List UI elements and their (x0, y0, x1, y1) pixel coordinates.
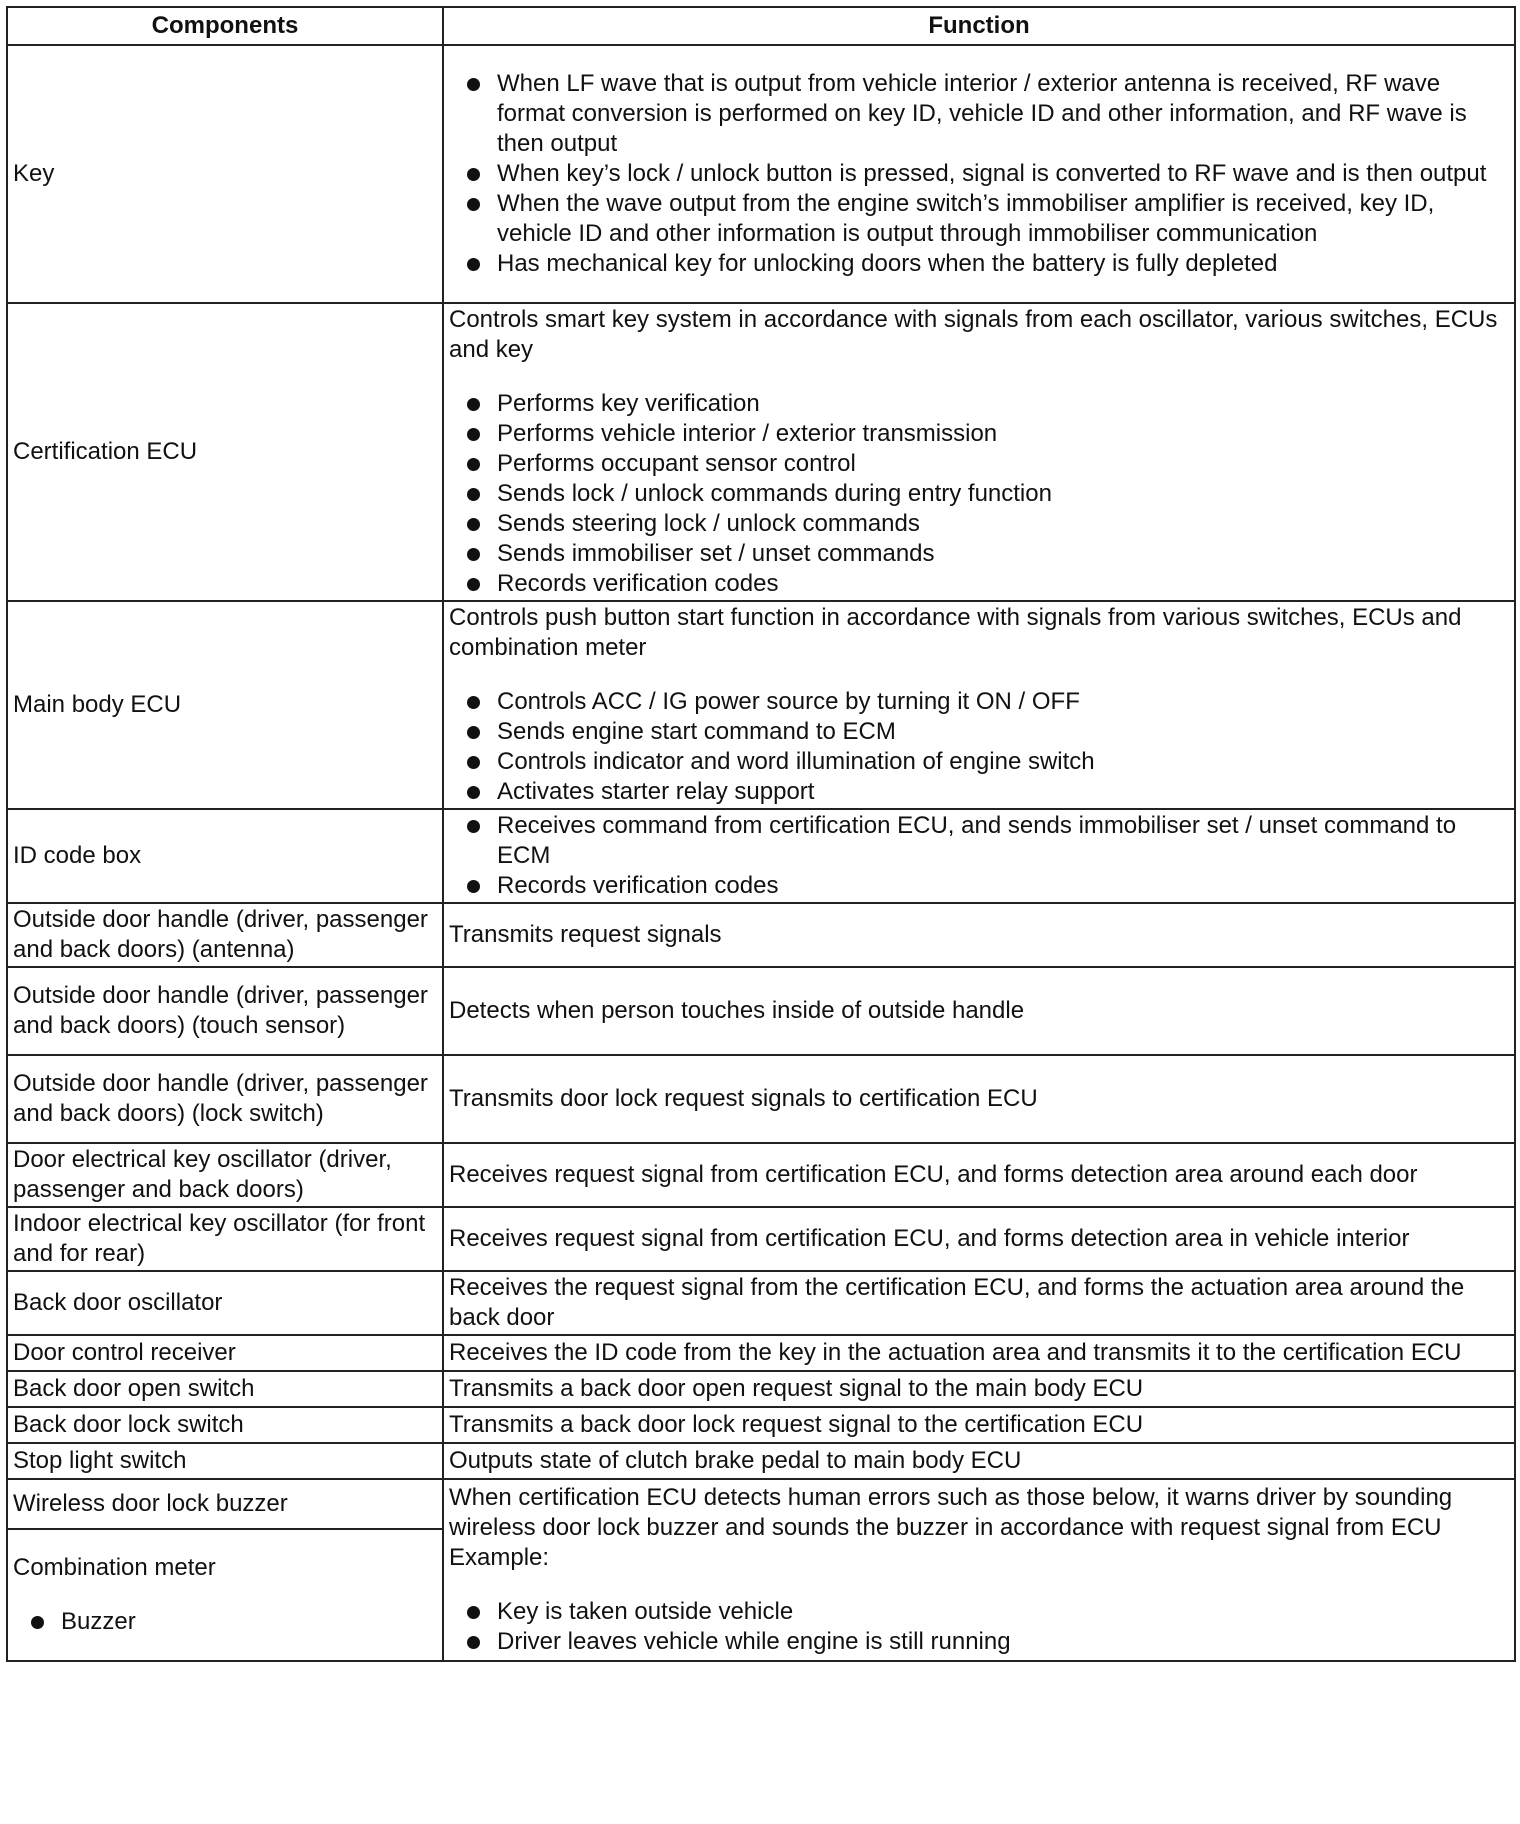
bullet-item: Records verification codes (449, 569, 1509, 599)
function-cell: Receives request signal from certification ECU, and forms detection area around each door (443, 1143, 1515, 1207)
bullet-list (449, 687, 1509, 807)
bullet-item: Sends steering lock / unlock commands (449, 509, 1509, 539)
component-cell: Outside door handle (driver, passenger and back doors) (lock switch) (7, 1055, 443, 1143)
header-function: Function (443, 7, 1515, 45)
bullet-item: Performs vehicle interior / exterior transmission (449, 419, 1509, 449)
component-cell: Back door open switch (7, 1371, 443, 1407)
component-cell: Outside door handle (driver, passenger and back doors) (antenna) (7, 903, 443, 967)
bullet-item: When key’s lock / unlock button is pressed, signal is converted to RF wave and is then output (449, 159, 1509, 189)
component-cell: Wireless door lock buzzer (7, 1479, 443, 1529)
bullet-item: Sends engine start command to ECM (449, 717, 1509, 747)
function-cell: Transmits door lock request signals to certification ECU (443, 1055, 1515, 1143)
function-intro: Controls smart key system in accordance with signals from each oscillator, various switches, ECUs and key (449, 306, 1498, 363)
function-cell (443, 1479, 1515, 1661)
function-cell: Receives request signal from certification ECU, and forms detection area in vehicle interior (443, 1207, 1515, 1271)
bullet-item: Controls indicator and word illumination of engine switch (449, 747, 1509, 777)
table-row (7, 601, 1515, 809)
table-row (7, 1371, 1515, 1407)
table-body (7, 45, 1515, 1661)
function-cell: Transmits a back door lock request signal to the certification ECU (443, 1407, 1515, 1443)
bullet-item: Sends immobiliser set / unset commands (449, 539, 1509, 569)
component-cell: Back door oscillator (7, 1271, 443, 1335)
bullet-list (449, 389, 1509, 599)
function-cell: Transmits a back door open request signal to the main body ECU (443, 1371, 1515, 1407)
bullet-item: Activates starter relay support (449, 777, 1509, 807)
function-cell (443, 303, 1515, 601)
component-cell: Door control receiver (7, 1335, 443, 1371)
component-cell: Main body ECU (7, 601, 443, 809)
header-components: Components (7, 7, 443, 45)
example-label: Example: (449, 1544, 550, 1571)
table-row (7, 809, 1515, 903)
function-cell (443, 45, 1515, 303)
component-cell: Back door lock switch (7, 1407, 443, 1443)
table-row (7, 1479, 1515, 1529)
component-cell: Stop light switch (7, 1443, 443, 1479)
bullet-item: Performs key verification (449, 389, 1509, 419)
table-row (7, 1407, 1515, 1443)
component-cell: Indoor electrical key oscillator (for front and for rear) (7, 1207, 443, 1271)
table-row (7, 1055, 1515, 1143)
bullet-item: When the wave output from the engine switch’s immobiliser amplifier is received, key ID, vehicle ID and other information is output through immobiliser communication (449, 189, 1509, 249)
bullet-list (13, 1607, 437, 1637)
table-row (7, 303, 1515, 601)
component-cell: Certification ECU (7, 303, 443, 601)
function-cell: Receives the request signal from the certification ECU, and forms the actuation area around the back door (443, 1271, 1515, 1335)
table-row (7, 1335, 1515, 1371)
bullet-item: Key is taken outside vehicle (449, 1597, 1509, 1627)
bullet-item: Buzzer (13, 1607, 437, 1637)
bullet-list (449, 1597, 1509, 1657)
component-name: Combination meter (13, 1554, 216, 1581)
bullet-item: Has mechanical key for unlocking doors when the battery is fully depleted (449, 249, 1509, 279)
function-cell: Receives the ID code from the key in the actuation area and transmits it to the certification ECU (443, 1335, 1515, 1371)
function-cell: Transmits request signals (443, 903, 1515, 967)
bullet-list (449, 69, 1509, 279)
components-function-table (6, 6, 1516, 1662)
function-cell: Outputs state of clutch brake pedal to main body ECU (443, 1443, 1515, 1479)
component-cell: Outside door handle (driver, passenger and back doors) (touch sensor) (7, 967, 443, 1055)
table-row (7, 1271, 1515, 1335)
function-intro: When certification ECU detects human errors such as those below, it warns driver by sounding wireless door lock buzzer and sounds the buzzer in accordance with request signal from ECU (449, 1484, 1453, 1541)
table-row (7, 45, 1515, 303)
table-row (7, 1207, 1515, 1271)
table-row (7, 1443, 1515, 1479)
table-row (7, 903, 1515, 967)
table-row (7, 1143, 1515, 1207)
function-cell (443, 601, 1515, 809)
function-intro: Controls push button start function in accordance with signals from various switches, ECUs and combination meter (449, 604, 1462, 661)
table-row (7, 967, 1515, 1055)
bullet-item: When LF wave that is output from vehicle interior / exterior antenna is received, RF wave format conversion is performed on key ID, vehicle ID and other information, and RF wave is then output (449, 69, 1509, 159)
function-cell (443, 809, 1515, 903)
component-cell: Key (7, 45, 443, 303)
bullet-item: Performs occupant sensor control (449, 449, 1509, 479)
table-header-row (7, 7, 1515, 45)
bullet-item: Driver leaves vehicle while engine is still running (449, 1627, 1509, 1657)
component-cell: Door electrical key oscillator (driver, passenger and back doors) (7, 1143, 443, 1207)
bullet-item: Controls ACC / IG power source by turning it ON / OFF (449, 687, 1509, 717)
bullet-item: Records verification codes (449, 871, 1509, 901)
component-cell (7, 1529, 443, 1661)
bullet-item: Receives command from certification ECU, and sends immobiliser set / unset command to ECM (449, 811, 1509, 871)
bullet-list (449, 811, 1509, 901)
bullet-item: Sends lock / unlock commands during entry function (449, 479, 1509, 509)
function-cell: Detects when person touches inside of outside handle (443, 967, 1515, 1055)
component-cell: ID code box (7, 809, 443, 903)
